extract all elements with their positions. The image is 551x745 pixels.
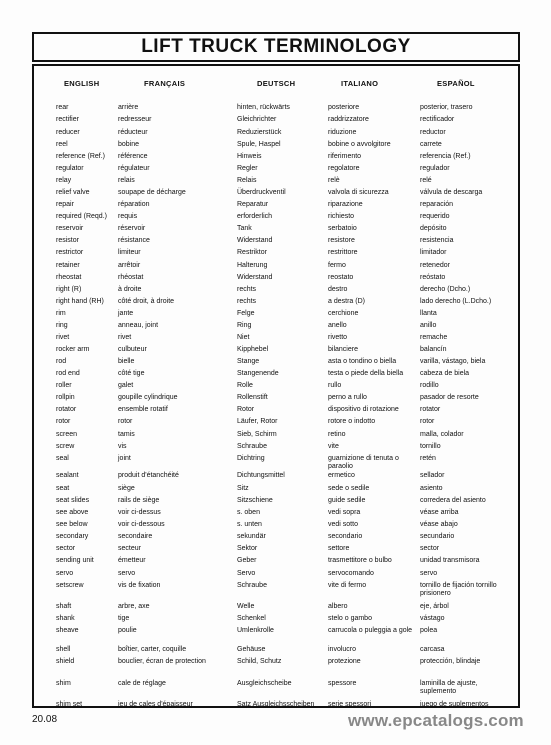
table-cell: galet (118, 382, 134, 389)
table-cell: pasador de resorte (420, 394, 479, 401)
table-cell: vedi sotto (328, 521, 358, 528)
table-cell: rotor (56, 418, 71, 425)
table-cell: posterior, trasero (420, 104, 473, 111)
table-cell: guarnizione di tenuta o paraolio (328, 455, 399, 471)
table-cell: settore (328, 545, 350, 552)
table-cell: bielle (118, 358, 135, 365)
table-cell: remache (420, 334, 448, 341)
table-cell: Felge (237, 310, 255, 317)
table-cell: réducteur (118, 129, 148, 136)
table-cell: relais (118, 177, 135, 184)
table-cell: relè (328, 177, 340, 184)
table-cell: produit d'étanchéité (118, 472, 179, 479)
table-cell: setscrew (56, 582, 84, 589)
table-cell: à droite (118, 286, 142, 293)
table-cell: Gleichrichter (237, 116, 277, 123)
table-cell: Schraube (237, 443, 267, 450)
table-cell: perno a rullo (328, 394, 367, 401)
table-cell: reparación (420, 201, 454, 208)
page-number: 20.08 (32, 714, 58, 725)
table-cell: asiento (420, 485, 443, 492)
table-cell: Sitz (237, 485, 249, 492)
table-cell: Läufer, Rotor (237, 418, 278, 425)
table-cell: regulador (420, 165, 450, 172)
table-cell: Spule, Haspel (237, 141, 281, 148)
table-cell: tornillo de fijación tornillo prisionero (420, 582, 497, 598)
table-cell: retino (328, 431, 346, 438)
table-cell: boîtier, carter, coquille (118, 646, 187, 653)
table-cell: richiesto (328, 213, 355, 220)
table-cell: côté tige (118, 370, 145, 377)
table-cell: Rotor (237, 406, 255, 413)
table-cell: see above (56, 509, 89, 516)
table-cell: carcasa (420, 646, 445, 653)
table-cell: voir ci-dessous (118, 521, 165, 528)
table-cell: rotor (420, 418, 435, 425)
table-cell: ring (56, 322, 68, 329)
table-cell: derecho (Dcho.) (420, 286, 471, 293)
table-cell: servocomando (328, 570, 374, 577)
table-cell: Dichtungsmittel (237, 472, 285, 479)
table-cell: anello (328, 322, 347, 329)
table-cell: Rolle (237, 382, 253, 389)
table-cell: Relais (237, 177, 257, 184)
table-cell: seal (56, 455, 69, 462)
table-cell: bobine o avvolgitore (328, 141, 391, 148)
table-cell: rotor (118, 418, 133, 425)
table-cell: redresseur (118, 116, 152, 123)
table-cell: sending unit (56, 557, 94, 564)
table-cell: repair (56, 201, 74, 208)
table-cell: Schraube (237, 582, 267, 589)
table-cell: trasmettitore o bulbo (328, 557, 392, 564)
table-cell: rectificador (420, 116, 455, 123)
table-cell: relay (56, 177, 72, 184)
table-cell: retén (420, 455, 436, 462)
watermark: www.epcatalogs.com (348, 711, 524, 730)
table-cell: limitador (420, 249, 447, 256)
table-cell: rodillo (420, 382, 439, 389)
table-cell: asta o tondino o biella (328, 358, 397, 365)
table-cell: s. oben (237, 509, 260, 516)
table-cell: malla, colador (420, 431, 464, 438)
table-cell: sheave (56, 627, 79, 634)
table-cell: rollpin (56, 394, 75, 401)
table-cell: rotator (420, 406, 441, 413)
terminology-table (32, 64, 520, 708)
table-cell: résistance (118, 237, 150, 244)
table-cell: Schenkel (237, 615, 266, 622)
table-cell: rivetto (328, 334, 348, 341)
table-cell: serie spessori (328, 701, 372, 708)
table-cell: reel (56, 141, 68, 148)
table-cell: requis (118, 213, 138, 220)
table-cell: Servo (237, 570, 256, 577)
table-cell: valvola di sicurezza (328, 189, 389, 196)
table-cell: Halterung (237, 262, 268, 269)
table-cell: rectifier (56, 116, 79, 123)
table-cell: émetteur (118, 557, 146, 564)
table-cell: válvula de descarga (420, 189, 483, 196)
table-cell: reference (Ref.) (56, 153, 106, 160)
table-cell: Niet (237, 334, 250, 341)
table-cell: rotore o indotto (328, 418, 376, 425)
title-box (32, 32, 520, 62)
column-header-espanol: ESPAÑOL (437, 79, 475, 88)
table-cell: rechts (237, 298, 257, 305)
table-cell: required (Reqd.) (56, 213, 107, 220)
table-cell: sector (420, 545, 440, 552)
table-cell: servo (56, 570, 74, 577)
table-cell: secondaire (118, 533, 153, 540)
table-cell: dispositivo di rotazione (328, 406, 399, 413)
table-cell: arrêtoir (118, 262, 141, 269)
table-cell: spessore (328, 680, 357, 687)
table-cell: Sieb, Schirm (237, 431, 277, 438)
table-cell: cabeza de biela (420, 370, 470, 377)
table-cell: arbre, axe (118, 603, 150, 610)
table-cell: Ring (237, 322, 252, 329)
table-cell: rhéostat (118, 274, 144, 281)
table-cell: poulie (118, 627, 137, 634)
table-cell: Ausgleichscheibe (237, 680, 292, 687)
table-cell: Stangenende (237, 370, 279, 377)
table-cell: vis de fixation (118, 582, 161, 589)
table-cell: régulateur (118, 165, 150, 172)
table-cell: soupape de décharge (118, 189, 186, 196)
table-cell: Sektor (237, 545, 258, 552)
table-cell: joint (118, 455, 131, 462)
table-cell: rullo (328, 382, 342, 389)
table-cell: shim (56, 680, 71, 687)
table-cell: carrucola o puleggia a gole (328, 627, 413, 634)
table-cell: albero (328, 603, 348, 610)
table-cell: véase abajo (420, 521, 458, 528)
table-cell: secondario (328, 533, 363, 540)
table-cell: balancín (420, 346, 447, 353)
table-cell: tornillo (420, 443, 441, 450)
table-cell: Reduzierstück (237, 129, 282, 136)
table-cell: rocker arm (56, 346, 90, 353)
table-cell: polea (420, 627, 438, 634)
table-cell: secteur (118, 545, 141, 552)
table-cell: eje, árbol (420, 603, 449, 610)
table-cell: Gehäuse (237, 646, 266, 653)
table-cell: arrière (118, 104, 139, 111)
table-cell: screen (56, 431, 78, 438)
table-cell: Überdruckventil (237, 189, 286, 196)
table-cell: regulator (56, 165, 84, 172)
table-cell: shaft (56, 603, 72, 610)
table-cell: shank (56, 615, 75, 622)
table-cell: unidad transmisora (420, 557, 480, 564)
table-cell: Geber (237, 557, 257, 564)
table-cell: réparation (118, 201, 150, 208)
table-cell: sekundär (237, 533, 266, 540)
table-cell: rear (56, 104, 69, 111)
table-cell: right (R) (56, 286, 82, 293)
table-cell: sede o sedile (328, 485, 370, 492)
table-cell: varilla, vástago, biela (420, 358, 486, 365)
table-cell: llanta (420, 310, 437, 317)
table-cell: rheostat (56, 274, 82, 281)
table-cell: Regler (237, 165, 258, 172)
table-cell: Kipphebel (237, 346, 269, 353)
table-cell: stelo o gambo (328, 615, 372, 622)
table-cell: rod (56, 358, 67, 365)
table-cell: rails de siège (118, 497, 160, 504)
table-cell: servo (118, 570, 136, 577)
table-cell: goupille cylindrique (118, 394, 178, 401)
table-cell: reservoir (56, 225, 84, 232)
table-cell: Widerstand (237, 237, 273, 244)
table-cell: right hand (RH) (56, 298, 104, 305)
table-cell: reductor (420, 129, 446, 136)
table-cell: shell (56, 646, 71, 653)
table-cell: restrittore (328, 249, 358, 256)
table-cell: protezione (328, 658, 361, 665)
table-cell: carrete (420, 141, 442, 148)
table-cell: posteriore (328, 104, 360, 111)
table-cell: Widerstand (237, 274, 273, 281)
table-cell: see below (56, 521, 88, 528)
table-cell: serbatoio (328, 225, 357, 232)
table-cell: Schild, Schutz (237, 658, 282, 665)
table-cell: riferimento (328, 153, 362, 160)
table-cell: retenedor (420, 262, 450, 269)
table-cell: rechts (237, 286, 257, 293)
table-cell: Stange (237, 358, 260, 365)
table-cell: reducer (56, 129, 80, 136)
table-cell: Restriktor (237, 249, 267, 256)
table-cell: involucro (328, 646, 357, 653)
table-cell: rim (56, 310, 66, 317)
table-cell: jeu de cales d'épaisseur (118, 701, 193, 708)
table-cell: bobine (118, 141, 140, 148)
table-cell: ermetico (328, 472, 355, 479)
table-cell: testa o piede della biella (328, 370, 404, 377)
table-cell: raddrizzatore (328, 116, 369, 123)
table-cell: relé (420, 177, 432, 184)
table-cell: ensemble rotatif (118, 406, 168, 413)
page-title: LIFT TRUCK TERMINOLOGY (141, 36, 411, 57)
table-cell: seat slides (56, 497, 90, 504)
table-cell: regolatore (328, 165, 360, 172)
table-cell: servo (420, 570, 438, 577)
table-cell: bouclier, écran de protection (118, 658, 206, 665)
table-cell: voir ci-dessus (118, 509, 161, 516)
table-cell: siège (118, 485, 135, 492)
table-cell: a destra (D) (328, 298, 365, 305)
table-cell: limiteur (118, 249, 141, 256)
table-cell: roller (56, 382, 72, 389)
table-cell: cerchione (328, 310, 359, 317)
column-header-deutsch: DEUTSCH (257, 79, 296, 88)
table-cell: resistore (328, 237, 355, 244)
table-cell: destro (328, 286, 348, 293)
table-cell: s. unten (237, 521, 262, 528)
table-cell: vástago (420, 615, 445, 622)
table-cell: restrictor (56, 249, 84, 256)
table-cell: resistencia (420, 237, 454, 244)
table-cell: shield (56, 658, 75, 665)
table-cell: tamis (118, 431, 135, 438)
table-cell: referencia (Ref.) (420, 153, 471, 160)
table-cell: rod end (56, 370, 80, 377)
table-cell: vedi sopra (328, 509, 361, 516)
column-header-english: ENGLISH (64, 79, 100, 88)
table-cell: vite (328, 443, 339, 450)
table-cell: guide sedile (328, 497, 366, 504)
table-cell: Reparatur (237, 201, 269, 208)
table-cell: référence (118, 153, 148, 160)
table-cell: riparazione (328, 201, 363, 208)
table-cell: vite di fermo (328, 582, 367, 589)
table-cell: Rollenstift (237, 394, 268, 401)
table-cell: reostato (328, 274, 354, 281)
table-cell: Satz Ausgleichsscheiben (237, 701, 315, 708)
table-cell: erforderlich (237, 213, 273, 220)
table-cell: rivet (56, 334, 70, 341)
table-cell: sealant (56, 472, 79, 479)
table-cell: requerido (420, 213, 450, 220)
table-cell: screw (56, 443, 75, 450)
table-cell: véase arriba (420, 509, 459, 516)
table-cell: sector (56, 545, 76, 552)
table-cell: seat (56, 485, 70, 492)
column-header-italiano: ITALIANO (341, 79, 379, 88)
table-cell: laminilla de ajuste, suplemento (420, 680, 478, 696)
table-cell: relief valve (56, 189, 90, 196)
table-cell: lado derecho (L.Dcho.) (420, 298, 492, 305)
table-cell: hinten, rückwärts (237, 104, 290, 111)
table-cell: resistor (56, 237, 79, 244)
table-cell: retainer (56, 262, 80, 269)
table-cell: reóstato (420, 274, 446, 281)
table-cell: culbuteur (118, 346, 147, 353)
table-cell: anillo (420, 322, 437, 329)
table-cell: réservoir (118, 225, 146, 232)
table-cell: fermo (328, 262, 346, 269)
table-header (34, 79, 518, 91)
table-cell: vis (118, 443, 127, 450)
table-cell: shim set (56, 701, 83, 708)
table-cell: Sitzschiene (237, 497, 273, 504)
table-cell: secundario (420, 533, 455, 540)
table-cell: anneau, joint (118, 322, 159, 329)
table-cell: sellador (420, 472, 445, 479)
table-cell: Welle (237, 603, 255, 610)
table-cell: corredera del asiento (420, 497, 486, 504)
table-cell: cale de réglage (118, 680, 166, 687)
table-cell: jante (118, 310, 134, 317)
table-cell: secondary (56, 533, 89, 540)
table-cell: Hinweis (237, 153, 262, 160)
table-cell: protección, blindaje (420, 658, 481, 665)
table-cell: rivet (118, 334, 132, 341)
table-cell: côté droit, à droite (118, 298, 175, 305)
table-cell: riduzione (328, 129, 357, 136)
column-header-francais: FRANÇAIS (144, 79, 186, 88)
table-cell: depósito (420, 225, 447, 232)
table-cell: Umlenkrolle (237, 627, 274, 634)
table-cell: tige (118, 615, 130, 622)
table-cell: Dichtring (237, 455, 265, 462)
table-cell: Tank (237, 225, 252, 232)
table-cell: rotator (56, 406, 77, 413)
table-cell: bilanciere (328, 346, 358, 353)
table-cell: juego de suplementos (420, 701, 489, 708)
